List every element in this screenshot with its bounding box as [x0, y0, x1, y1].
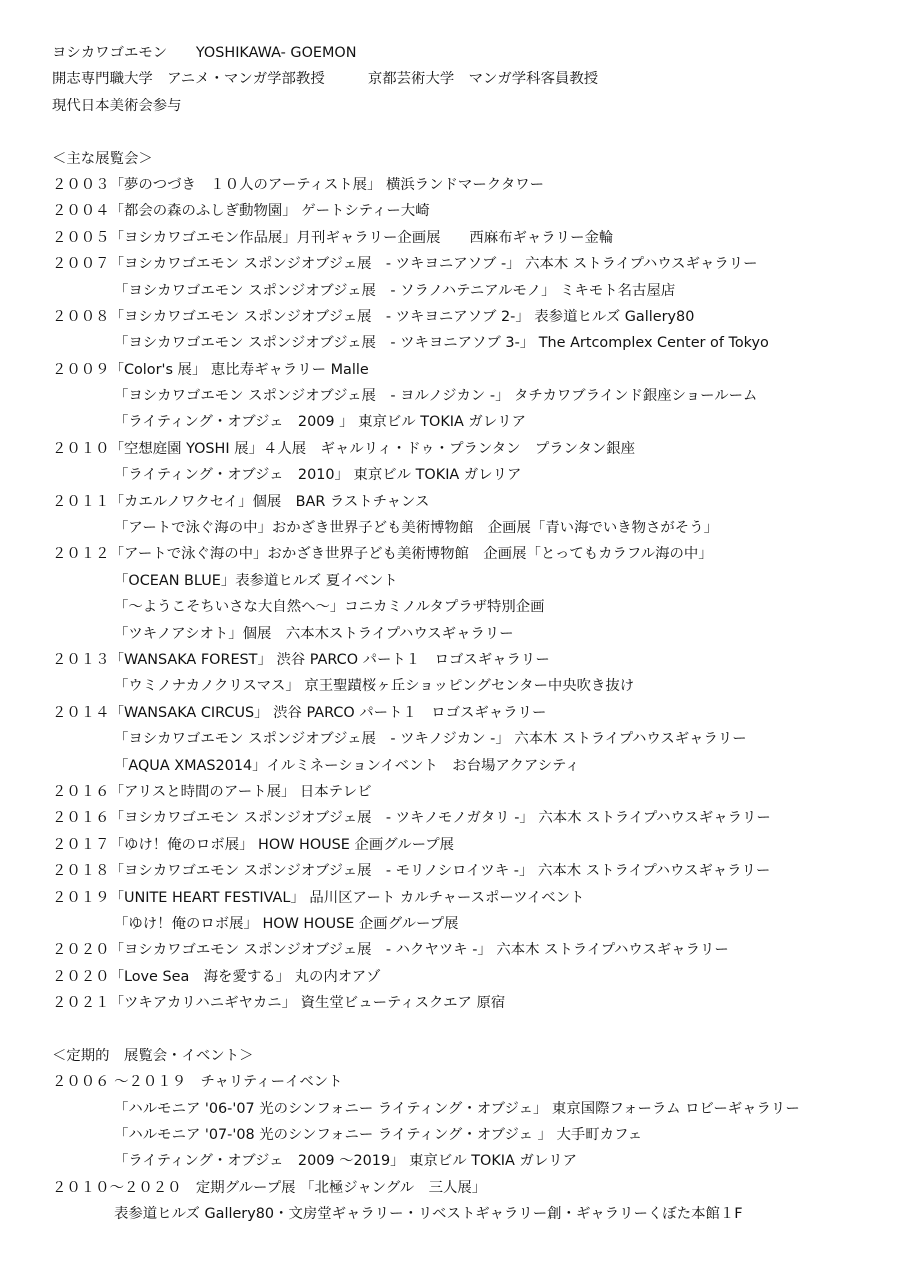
regular-events-heading: ＜定期的 展覧会・イベント＞ — [52, 1047, 254, 1064]
exhibition-entry: 「アートで泳ぐ海の中」おかざき世界子ども美術博物館 企画展「青い海でいき物さがそう」 — [114, 520, 718, 537]
exhibition-entry: ２０２０「Love Sea 海を愛する」 丸の内オアゾ — [52, 968, 381, 985]
regular-event-entry: ２００６ 〜２０１９ チャリティーイベント — [52, 1074, 343, 1091]
exhibition-entry: ２０１３「WANSAKA FOREST」 渋谷 PARCO パート１ ロゴスギャラリー — [52, 651, 550, 668]
exhibition-entry: ２００７「ヨシカワゴエモン スポンジオブジェ展 - ツキヨニアソブ -」 六本木 ストライプハウスギャラリー — [52, 256, 758, 273]
exhibition-entry: ２００９「Color's 展」 恵比寿ギャラリー Malle — [52, 361, 369, 378]
exhibition-entry: 「OCEAN BLUE」表参道ヒルズ 夏イベント — [114, 572, 398, 589]
regular-event-entry: 「ライティング・オブジェ 2009 〜2019」 東京ビル TOKIA ガレリア — [114, 1153, 578, 1170]
regular-event-entry: ２０１０〜２０２０ 定期グループ展 「北極ジャングル 三人展」 — [52, 1179, 487, 1196]
exhibition-entry: 「AQUA XMAS2014」イルミネーションイベント お台場アクアシティ — [114, 757, 580, 774]
membership: 現代日本美術会参与 — [52, 97, 182, 114]
exhibition-entry: 「ヨシカワゴエモン スポンジオブジェ展 - ツキノジカン -」 六本木 ストライプハウスギャラリー — [114, 731, 747, 748]
exhibition-entry: 「ウミノナカノクリスマス」 京王聖蹟桜ヶ丘ショッピングセンター中央吹き抜け — [114, 678, 635, 695]
exhibition-entry: 「ツキノアシオト」個展 六本木ストライプハウスギャラリー — [114, 625, 514, 642]
regular-event-entry: 表参道ヒルズ Gallery80・文房堂ギャラリー・リベストギャラリー創・ギャラリーくぼた本館１F — [114, 1206, 743, 1223]
regular-event-entry: 「ハルモニア '06-'07 光のシンフォニー ライティング・オブジェ」 東京国際フォーラム ロビーギャラリー — [114, 1100, 800, 1117]
exhibition-entry: ２００８「ヨシカワゴエモン スポンジオブジェ展 - ツキヨニアソブ 2-」 表参道ヒルズ Gallery80 — [52, 308, 695, 325]
exhibition-entry: 「ヨシカワゴエモン スポンジオブジェ展 - ヨルノジカン -」 タチカワブラインド銀座ショールーム — [114, 388, 758, 405]
exhibition-entry: ２０１８「ヨシカワゴエモン スポンジオブジェ展 - モリノシロイツキ -」 六本木 ストライプハウスギャラリー — [52, 863, 771, 880]
exhibition-entry: ２０１０「空想庭園 YOSHI 展」４人展 ギャルリィ・ドゥ・プランタン プランタン銀座 — [52, 440, 636, 457]
exhibition-entry: ２０１６「ヨシカワゴエモン スポンジオブジェ展 - ツキノモノガタリ -」 六本木 ストライプハウスギャラリー — [52, 810, 771, 827]
exhibition-entry: 「ヨシカワゴエモン スポンジオブジェ展 - ツキヨニアソブ 3-」 The Artcomplex Center of Tokyo — [114, 335, 769, 352]
spacer — [52, 1016, 882, 1042]
regular-event-entry: 「ハルモニア '07-'08 光のシンフォニー ライティング・オブジェ 」 大手町カフェ — [114, 1127, 643, 1144]
exhibition-entry: ２００５「ヨシカワゴエモン作品展」月刊ギャラリー企画展 西麻布ギャラリー金輪 — [52, 229, 614, 246]
exhibition-entry: 「ゆけ！俺のロボ展」 HOW HOUSE 企画グループ展 — [114, 915, 459, 932]
exhibition-entry: ２０１７「ゆけ！俺のロボ展」 HOW HOUSE 企画グループ展 — [52, 836, 455, 853]
profile-document — [52, 40, 882, 1228]
spacer — [52, 119, 882, 145]
exhibition-entry: ２００４「都会の森のふしぎ動物園」 ゲートシティー大崎 — [52, 203, 430, 220]
exhibition-entry: 「〜ようこそちいさな大自然へ〜」コニカミノルタプラザ特別企画 — [114, 599, 545, 616]
exhibition-entry: 「ライティング・オブジェ 2010」 東京ビル TOKIA ガレリア — [114, 467, 522, 484]
exhibition-entry: ２００３「夢のつづき １０人のアーティスト展」 横浜ランドマークタワー — [52, 176, 544, 193]
academic-positions: 開志専門職大学 アニメ・マンガ学部教授 京都芸術大学 マンガ学科客員教授 — [52, 71, 599, 88]
exhibition-entry: ２０１４「WANSAKA CIRCUS」 渋谷 PARCO パート１ ロゴスギャラリー — [52, 704, 547, 721]
exhibition-entry: 「ライティング・オブジェ 2009 」 東京ビル TOKIA ガレリア — [114, 414, 526, 431]
exhibition-entry: 「ヨシカワゴエモン スポンジオブジェ展 - ソラノハテニアルモノ」 ミキモト名古屋店 — [114, 282, 676, 299]
exhibitions-heading: ＜主な展覧会＞ — [52, 150, 153, 167]
artist-name: ヨシカワゴエモン YOSHIKAWA- GOEMON — [52, 45, 357, 61]
exhibition-entry: ２０２０「ヨシカワゴエモン スポンジオブジェ展 - ハクヤツキ -」 六本木 ストライプハウスギャラリー — [52, 942, 729, 959]
exhibition-entry: ２０１９「UNITE HEART FESTIVAL」 品川区アート カルチャースポーツイベント — [52, 889, 585, 906]
exhibition-entry: ２０２１「ツキアカリハニギヤカニ」 資生堂ビューティスクエア 原宿 — [52, 995, 506, 1012]
exhibition-entry: ２０１６「アリスと時間のアート展」 日本テレビ — [52, 783, 372, 800]
exhibition-entry: ２０１２「アートで泳ぐ海の中」おかざき世界子ども美術博物館 企画展「とってもカラフル海の中」 — [52, 546, 713, 563]
exhibition-entry: ２０１１「カエルノワクセイ」個展 BAR ラストチャンス — [52, 493, 430, 510]
